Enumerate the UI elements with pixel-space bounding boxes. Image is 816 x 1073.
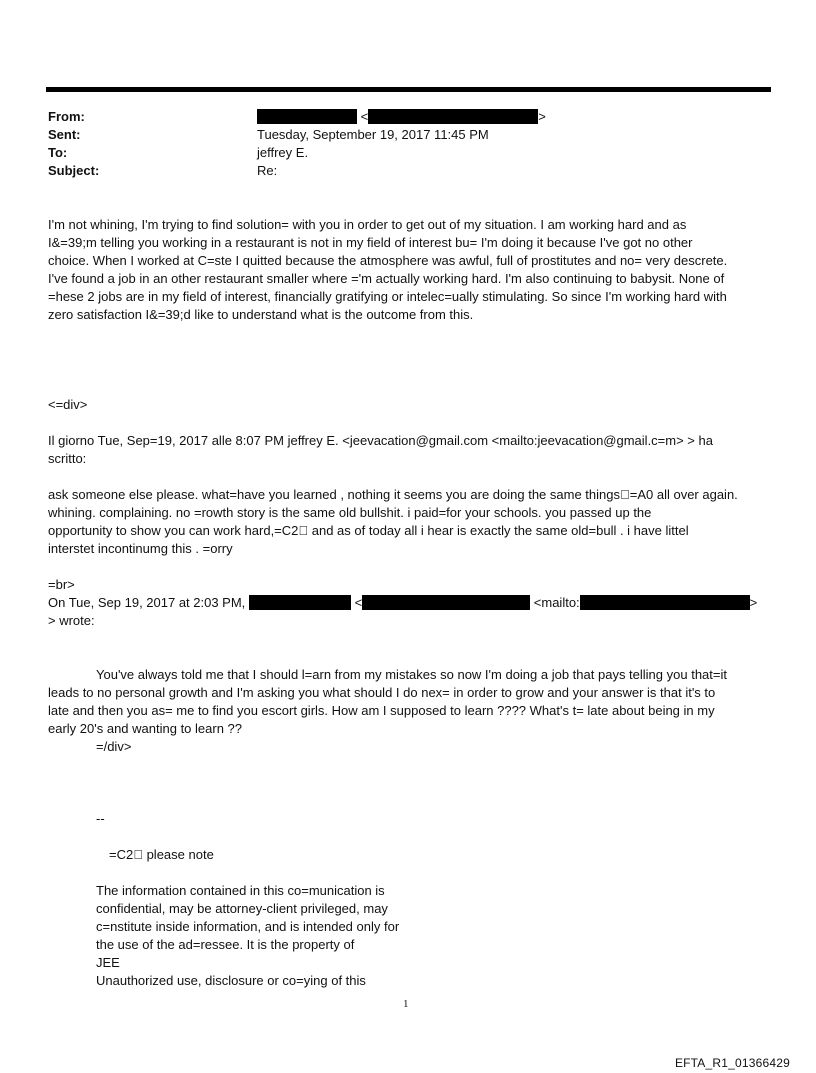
sent-row bbox=[48, 126, 768, 144]
br-tag: =br> bbox=[48, 577, 75, 592]
on-wrote-line bbox=[48, 594, 772, 612]
wrote-line: > wrote: bbox=[48, 613, 95, 628]
redacted-mailto-address bbox=[580, 595, 750, 610]
header-rule bbox=[46, 87, 771, 92]
quoted-message: ask someone else please. what=have you learned , nothing it seems you are doing the same things =A0 all over again. whining. complaining. no =rowth story is the same old bullshit. i paid=for your schools. you passed up the opportunity to show you can work hard,=C2  and as of today all i hear is exactly the same old=bull . i have littel interstet incontinumg this . =orry bbox=[48, 487, 738, 556]
confidentiality-disclaimer: The information contained in this co=munication is confidential, may be attorney-client privileged, may c=nstitute inside information, and is intended only for the use of the ad=ressee. It is the property of JEE Unauthorized use, disclosure or co=ying of this bbox=[96, 883, 400, 988]
from-value bbox=[257, 108, 546, 126]
div-open-tag: <=div> bbox=[48, 397, 88, 412]
to-label: To: bbox=[48, 145, 68, 160]
from-open-bracket: < bbox=[360, 109, 369, 124]
div-close-tag: =/div> bbox=[96, 739, 132, 754]
to-row bbox=[48, 144, 768, 162]
on-close-bracket: > bbox=[749, 595, 758, 610]
document-id: EFTA_R1_01366429 bbox=[674, 1056, 790, 1070]
sent-label: Sent: bbox=[48, 127, 81, 142]
redacted-email bbox=[362, 595, 530, 610]
body-paragraph-1: I'm not whining, I'm trying to find solution= with you in order to get out of my situation. I am working hard and as I&=39;m telling you working in a restaurant is not in my field of interest bu= I'm doing it because I've got no other choice. When I worked at C=ste I quitted because the atmosphere was awful, full of prostitutes and no= very descrete. I've found a job in an other restaurant smaller where ='m actually working hard. I'm also continuing to babysit. None of =hese 2 jobs are in my field of interest, financially gratifying or intelec=ually stimulating. So since I'm working hard with zero satisfaction I&=39;d like to understand what is the outcome from this. bbox=[48, 217, 728, 322]
please-note: =C2  please note bbox=[109, 847, 214, 862]
redacted-name bbox=[249, 595, 351, 610]
subject-row bbox=[48, 162, 768, 180]
on-open-bracket: < bbox=[354, 595, 363, 610]
sent-value: Tuesday, September 19, 2017 11:45 PM bbox=[257, 127, 489, 142]
to-value: jeffrey E. bbox=[257, 145, 309, 160]
signature-dashes: -- bbox=[96, 811, 105, 826]
subject-value: Re: bbox=[257, 163, 278, 178]
from-label: From: bbox=[48, 109, 85, 124]
on-mailto: <mailto: bbox=[533, 595, 580, 610]
redacted-sender-email bbox=[368, 109, 538, 124]
subject-label: Subject: bbox=[48, 163, 100, 178]
from-row bbox=[48, 108, 768, 126]
quote-header: Il giorno Tue, Sep=19, 2017 alle 8:07 PM jeffrey E. <jeevacation@gmail.com <mailto:jeevacation@gmail.c=m> > ha scritto: bbox=[48, 433, 713, 466]
body-paragraph-2: leads to no personal growth and I'm asking you what should I do nex= in order to grow and your answer is that it's to late and then you as= me to find you escort girls. How am I supposed to learn ???? What's t= late about being in my early 20's and wanting to learn ?? bbox=[48, 685, 716, 736]
on-prefix: On Tue, Sep 19, 2017 at 2:03 PM, bbox=[48, 595, 246, 610]
page-number: 1 bbox=[403, 998, 409, 1010]
redacted-sender-name bbox=[257, 109, 357, 124]
body-paragraph-2-first-line: You've always told me that I should l=arn from my mistakes so now I'm doing a job that pays telling you that=it bbox=[96, 667, 727, 682]
from-close-bracket: > bbox=[538, 109, 546, 124]
